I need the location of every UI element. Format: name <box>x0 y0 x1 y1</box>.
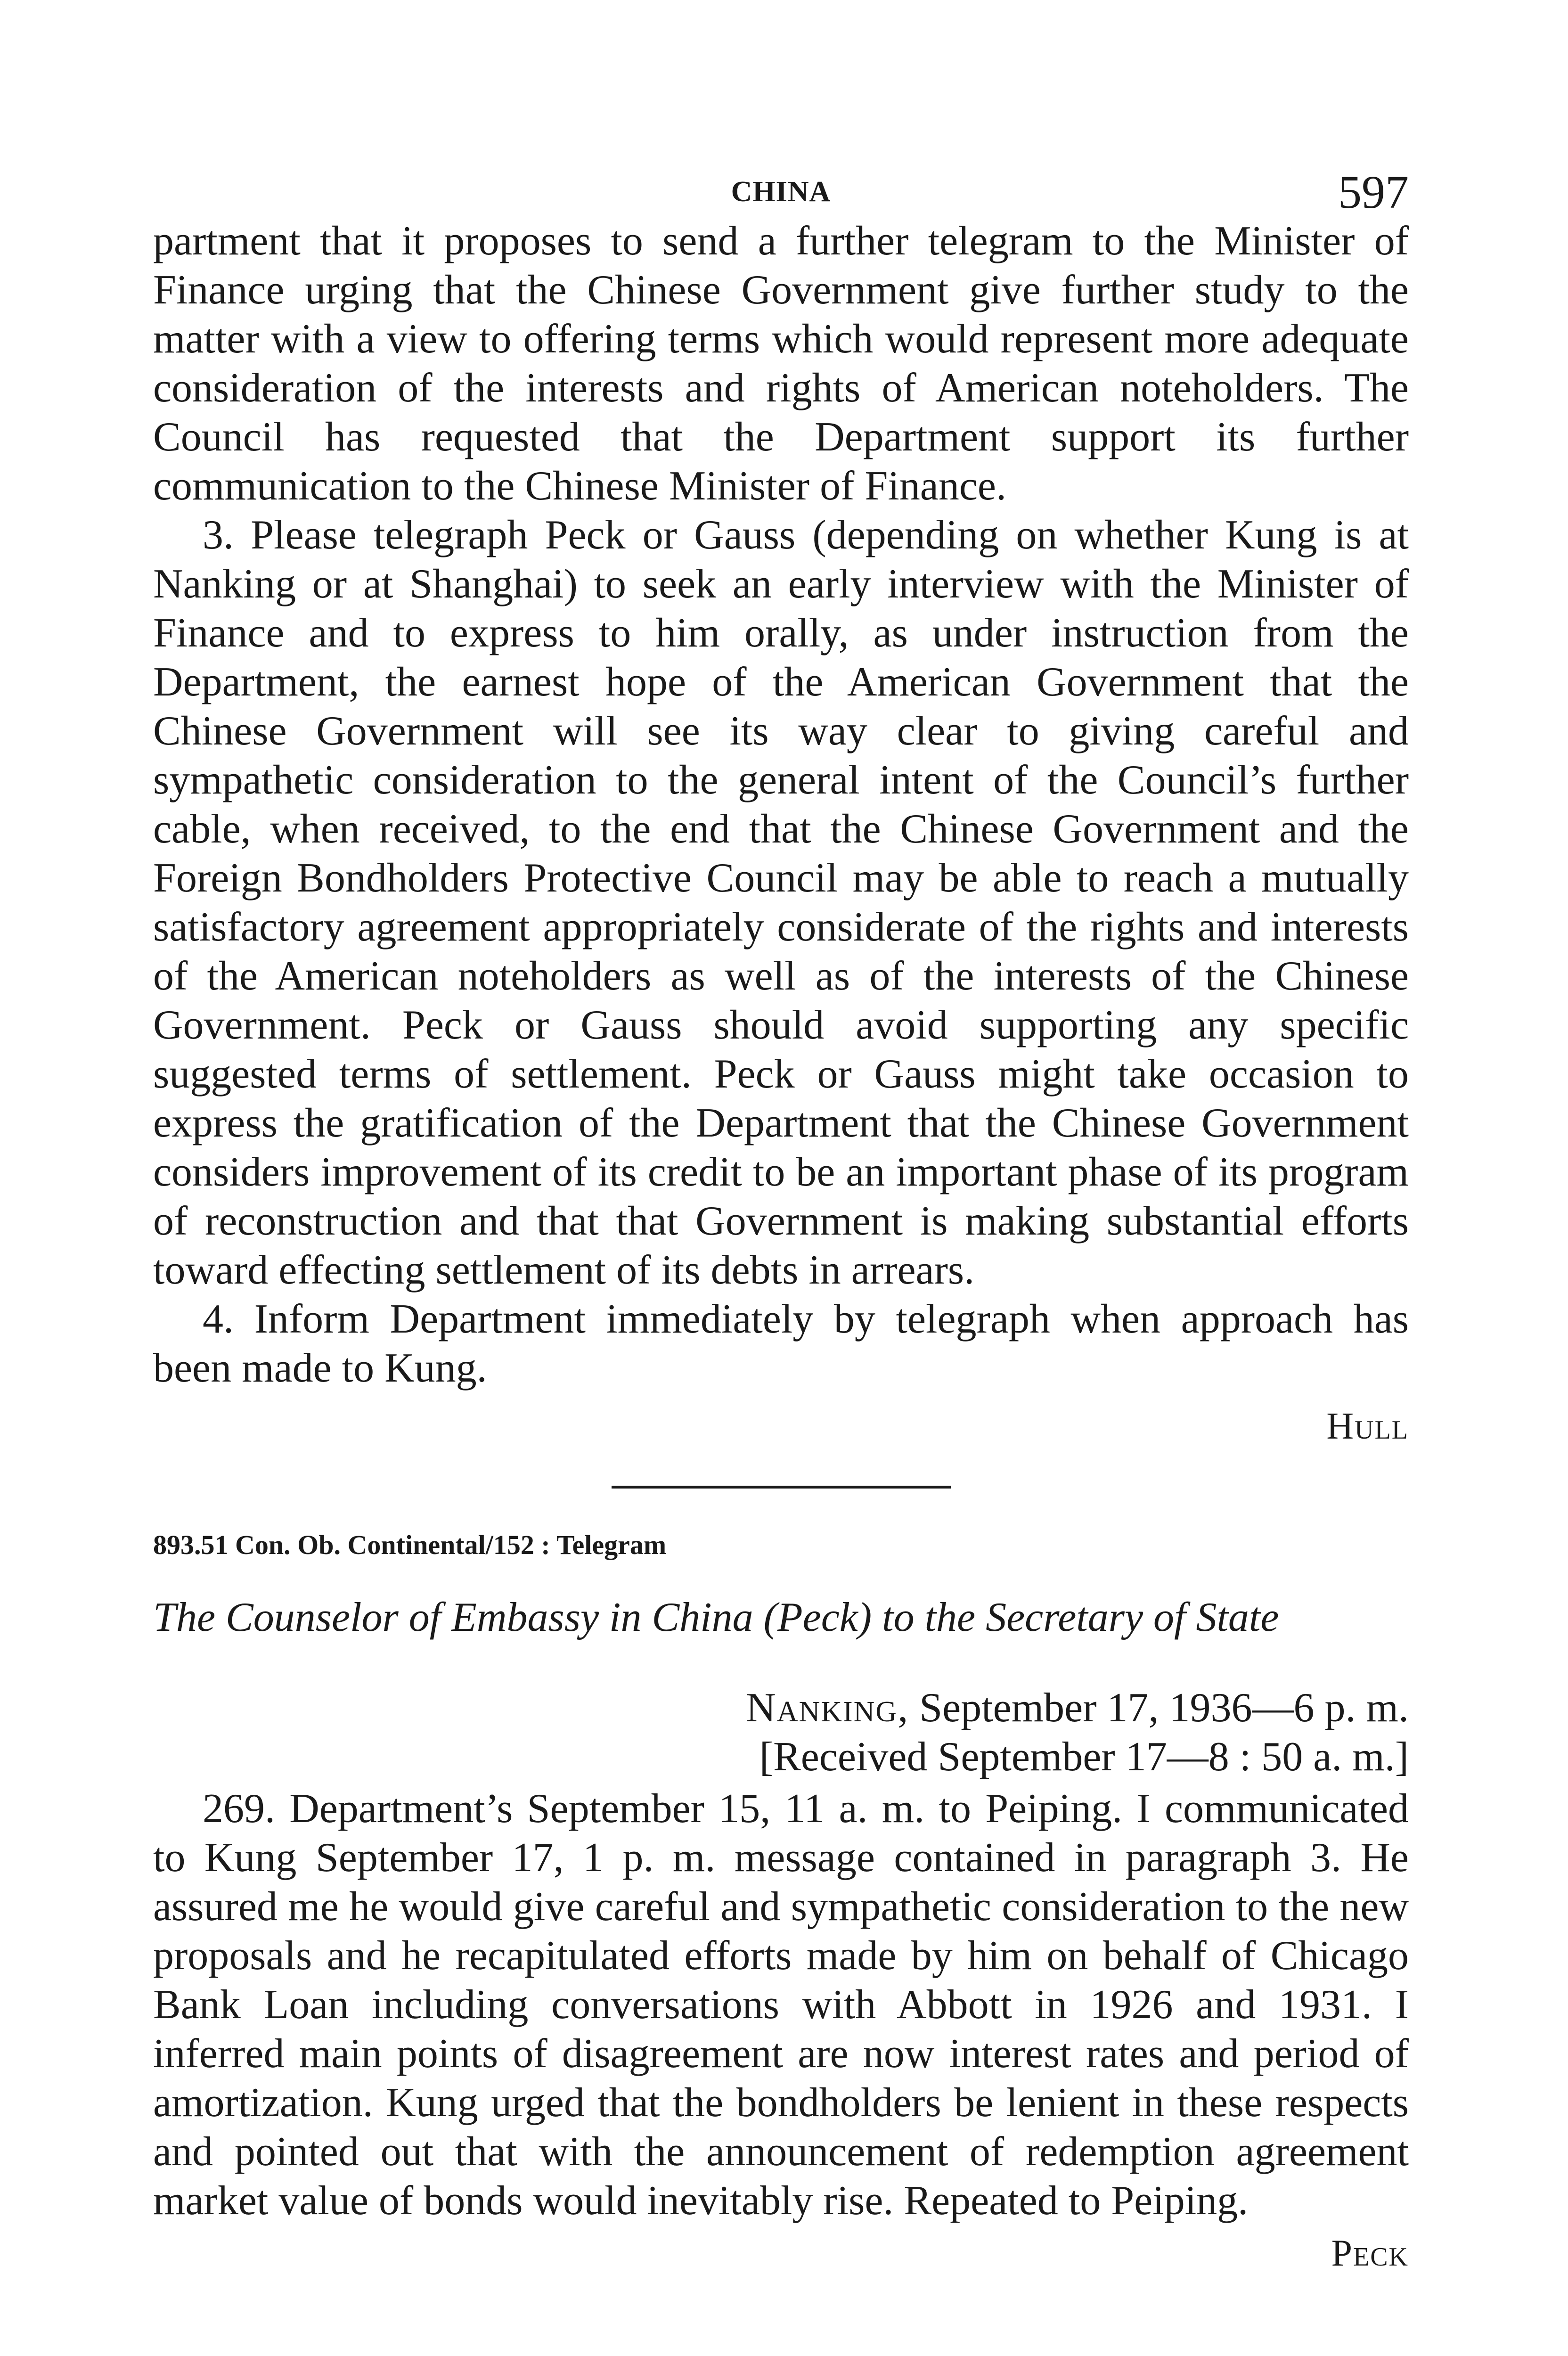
dateline-date: September 17, 1936—6 p. m. <box>909 1685 1409 1731</box>
dateline-sent <box>153 1684 1409 1733</box>
document-title: The Counselor of Embassy in China (Peck) to the Secretary of State <box>153 1595 1279 1640</box>
section-divider <box>612 1486 951 1489</box>
paragraph-4: 4. Inform Department immediately by telegraph when approach has been made to Kung. <box>153 1296 1409 1391</box>
telegram-paragraph: 269. Department’s September 15, 11 a. m. to Peiping. I communicated to Kung September 17, 1 p. m. message contained in paragraph 3. He assured me he would give careful and sympathetic consideration to the new proposals and he recapitulated efforts made by him on behalf of Chicago Bank Loan including conversations with Abbott in 1926 and 1931. I inferred main points of disagreement are now interest rates and period of amortization. Kung urged that the bondholders be lenient in these respects and pointed out that with the announcement of redemption agreement market value of bonds would inevitably rise. Repeated to Peiping. <box>153 1786 1409 2224</box>
telegram-body <box>153 1784 1409 2225</box>
page-number: 597 <box>1338 166 1409 218</box>
running-head: CHINA <box>731 176 831 208</box>
signature-peck: Peck <box>1331 2233 1409 2274</box>
paragraph-continuation: partment that it proposes to send a further telegram to the Minister of Finance urging that the Chinese Government give further study to the matter with a view to offering terms which would represent more adequate consideration of the interests and rights of American noteholders. The Council has requested that the Department support its further communication to the Chinese Minister of Finance. <box>153 218 1409 509</box>
dateline <box>153 1684 1409 1782</box>
paragraph-3: 3. Please telegraph Peck or Gauss (depending on whether Kung is at Nanking or at Shanghai) to seek an early interview with the Minister of Finance and to express to him orally, as under instruction from the Department, the earnest hope of the American Government that the Chinese Government will see its way clear to giving careful and sympathetic consideration to the general intent of the Council’s further cable, when received, to the end that the Chinese Government and the Foreign Bondholders Protective Council may be able to reach a mutually satisfactory agreement appropriately considerate of the rights and interests of the American noteholders as well as of the interests of the Chinese Government. Peck or Gauss should avoid supporting any specific suggested terms of settlement. Peck or Gauss might take occasion to express the gratification of the Department that the Chinese Government considers improvement of its credit to be an important phase of its program of reconstruction and that that Government is making substantial efforts toward effecting settlement of its debts in arrears. <box>153 512 1409 1293</box>
body-text <box>153 217 1409 1393</box>
file-reference: 893.51 Con. Ob. Continental/152 : Telegram <box>153 1530 667 1560</box>
dateline-received: [Received September 17—8 : 50 a. m.] <box>759 1734 1409 1780</box>
document-page <box>153 165 1409 2275</box>
page-header <box>153 165 1409 217</box>
signature-hull: Hull <box>1326 1406 1409 1447</box>
dateline-place: Nanking, <box>746 1685 909 1731</box>
